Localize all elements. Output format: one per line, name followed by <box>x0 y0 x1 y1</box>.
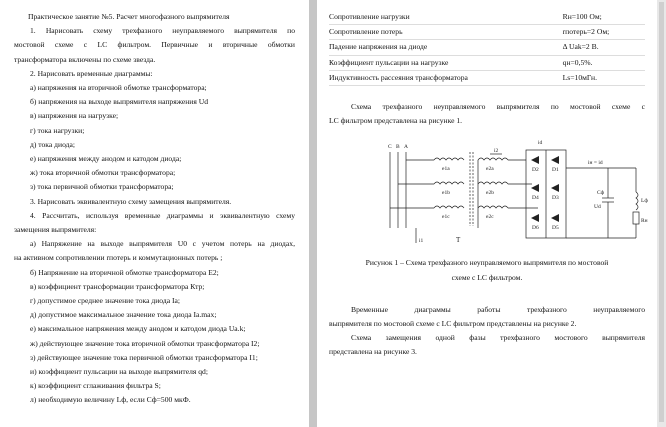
list-item: г) тока нагрузки; <box>30 125 85 135</box>
param-name: Коэффициент пульсации на нагрузке <box>329 57 449 67</box>
label-D1: D1 <box>552 167 559 173</box>
page-title: Практическое занятие №5. Расчет многофазного выпрямителя <box>28 12 230 21</box>
table-row <box>329 10 645 25</box>
list-item: а) Напряжение на выходе выпрямителя U0 с учетом потерь на диодах, <box>30 239 295 249</box>
text-line: представлена на рисунке 3. <box>329 347 417 357</box>
left-page <box>0 0 309 427</box>
label-D2: D2 <box>532 167 539 173</box>
label-B: B <box>396 144 400 150</box>
secondary-coil-c <box>478 206 508 208</box>
diode-D4 <box>531 184 539 192</box>
label-e1b: e1b <box>442 190 450 196</box>
vertical-scrollbar[interactable] <box>657 0 666 427</box>
label-e1c: e1c <box>442 214 450 220</box>
text-line: 4. Рассчитать, используя временные диаграммы и эквивалентную схему <box>30 210 295 220</box>
text-line: 3. Нарисовать эквивалентную схему замещения выпрямителя. <box>30 196 232 206</box>
param-name: Падение напряжения на диоде <box>329 42 428 52</box>
label-D3: D3 <box>552 195 559 201</box>
label-i2: i2 <box>494 148 499 154</box>
label-e1a: e1a <box>442 166 450 172</box>
figure-caption: Рисунок 1 – Схема трехфазного неуправляемого выпрямителя по мостовой <box>365 258 609 268</box>
label-Rn: Rн <box>641 218 648 224</box>
list-item: е) максимальное напряжения между анодом и катодом диода Ua.k; <box>30 324 246 334</box>
param-name: Сопротивление нагрузки <box>329 12 410 21</box>
list-item: з) тока первичной обмотки трансформатора; <box>30 182 174 192</box>
text-line: на активном сопротивлении rпотерь и коммутационных потерь ; <box>14 253 223 263</box>
list-item: д) допустимое максимальное значение тока диода Ia.max; <box>30 310 217 320</box>
label-T: T <box>456 236 461 244</box>
label-A: A <box>404 144 408 150</box>
param-name: Индуктивность рассеяния трансформатора <box>329 72 468 82</box>
page-gutter <box>309 0 317 427</box>
param-value: Ls=10мГн. <box>562 72 597 82</box>
label-id: id <box>538 140 543 146</box>
text-line: Временные диаграммы работы трехфазного неуправляемого <box>351 304 645 314</box>
text-line: LC фильтром представлена на рисунке 1. <box>329 116 463 126</box>
list-item: ж) действующее значение тока вторичной обмотки трансформатора I2; <box>30 338 260 348</box>
list-item: в) напряжения на нагрузке; <box>30 111 119 121</box>
label-i1: i1 <box>419 238 424 244</box>
label-e2a: e2a <box>486 166 494 172</box>
secondary-coil-a <box>478 158 508 160</box>
param-name: Сопротивление потерь <box>329 27 403 37</box>
parameters-table <box>329 10 645 86</box>
label-e2c: e2c <box>486 214 494 220</box>
list-item: б) Напряжение на вторичной обмотке трансформатора E2; <box>30 267 219 277</box>
table-row <box>329 55 645 70</box>
label-C: C <box>388 144 392 150</box>
diode-D1 <box>551 156 559 164</box>
text-line: трансформатора включены по схеме звезда. <box>14 54 156 64</box>
text-line: Схема замещения одной фазы трехфазного мостового выпрямителя <box>351 333 645 343</box>
table-row <box>329 25 645 40</box>
figure-caption: схеме с LC фильтром. <box>451 272 523 282</box>
text-line: замещения выпрямителя: <box>14 225 97 235</box>
label-Cf: Cф <box>597 190 605 196</box>
text-line: Схема трехфазного неуправляемого выпрямителя по мостовой схеме с <box>351 102 645 112</box>
primary-coil-a <box>434 158 464 160</box>
diode-D2 <box>531 156 539 164</box>
list-item: к) коэффициент сглаживания фильтра S; <box>30 381 161 391</box>
scrollbar-thumb[interactable] <box>659 2 664 422</box>
label-D6: D6 <box>532 225 539 231</box>
param-value: Rн=100 Ом; <box>562 12 602 21</box>
label-D5: D5 <box>552 225 559 231</box>
list-item: и) коэффициент пульсации на выходе выпрямителя qd; <box>30 367 208 377</box>
list-item: в) коэффициент трансформации трансформатора Ктр; <box>30 281 205 291</box>
label-e2b: e2b <box>486 190 494 196</box>
list-item: г) допустимое среднее значение тока диода Ia; <box>30 296 181 306</box>
list-item: ж) тока вторичной обмотки трансформатора; <box>30 168 176 178</box>
param-value: Δ Uak=2 В. <box>562 42 599 52</box>
list-item: а) напряжения на вторичной обмотке трансформатора; <box>30 83 207 93</box>
label-Lf: Lф <box>641 198 648 204</box>
list-item: з) действующее значение тока первичной обмотки трансформатора I1; <box>30 352 258 362</box>
text-line: 2. Нарисовать временные диаграммы: <box>30 68 153 78</box>
param-value: qн=0,5%. <box>562 57 593 67</box>
diode-D6 <box>531 214 539 222</box>
rectifier-circuit-diagram <box>386 138 656 258</box>
list-item: д) тока диода; <box>30 139 75 149</box>
label-Ud: Ud <box>594 204 601 210</box>
diode-D3 <box>551 184 559 192</box>
primary-coil-c <box>434 206 464 208</box>
param-value: rпотерь=2 Ом; <box>562 27 610 37</box>
list-item: л) необходимую величину Lф, если Cф=500 мкФ. <box>30 395 191 405</box>
text-line: выпрямителя по мостовой схеме с LC фильтром представлены на рисунке 2. <box>329 319 577 329</box>
secondary-coil-b <box>478 182 508 184</box>
diode-D5 <box>551 214 559 222</box>
text-line: мостовой схеме с LC фильтром. Первичные и вторичные обмотки <box>14 40 295 50</box>
primary-coil-b <box>434 182 464 184</box>
table-row <box>329 40 645 55</box>
label-D4: D4 <box>532 195 539 201</box>
text-line: 1. Нарисовать схему трехфазного неуправляемого выпрямителя по <box>30 26 295 36</box>
table-row <box>329 70 645 85</box>
list-item: е) напряжения между анодом и катодом диода; <box>30 154 182 164</box>
list-item: б) напряжения на выходе выпрямителя напряжения Ud <box>30 97 209 107</box>
inductor-Lf <box>636 192 638 210</box>
resistor-Rn <box>633 212 639 224</box>
label-iload: iн = id <box>588 160 603 166</box>
